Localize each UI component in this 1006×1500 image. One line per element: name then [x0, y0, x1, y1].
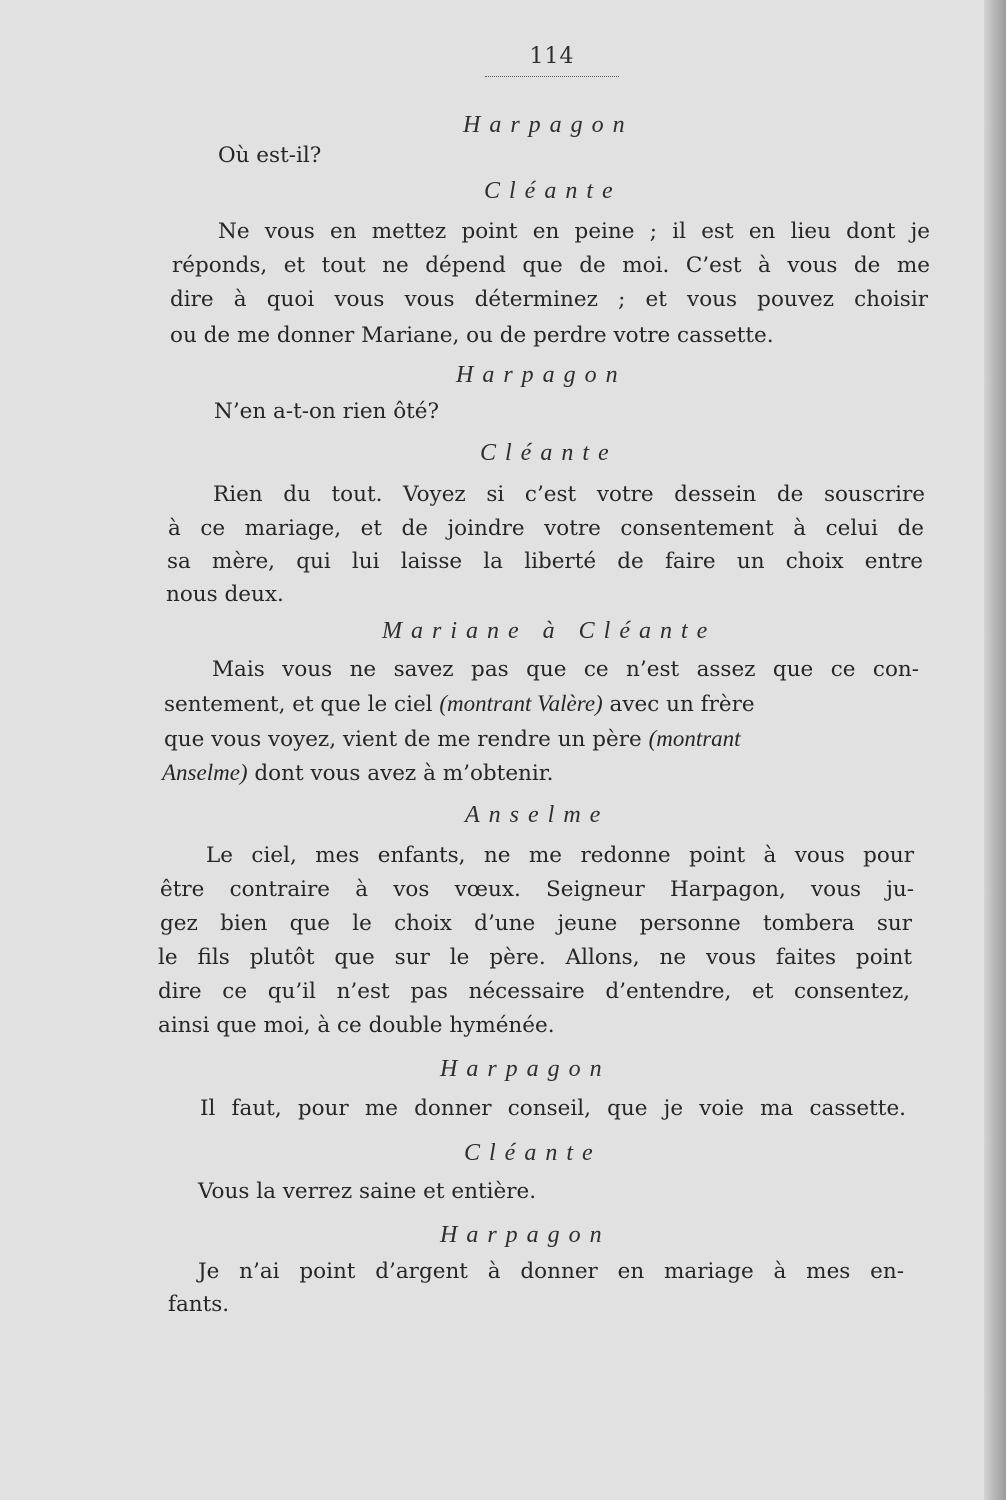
dialogue-line: réponds, et tout ne dépend que de moi. C’est à vous de me — [172, 253, 930, 278]
dialogue-line: Ne vous en mettez point en peine ; il est en lieu dont je — [218, 219, 930, 244]
speaker-heading: Harpagon — [440, 1222, 611, 1248]
dialogue-line: dire à quoi vous vous déterminez ; et vous pouvez choisir — [170, 287, 928, 312]
dialogue-line: ou de me donner Mariane, ou de perdre votre cassette. — [170, 323, 774, 348]
speaker-heading: Cléante — [484, 178, 622, 204]
dialogue-line: fants. — [168, 1292, 230, 1317]
dialogue-line: le fils plutôt que sur le père. Allons, ne vous faites point — [158, 945, 912, 970]
dialogue-line: sentement, et que le ciel (montrant Valère) avec un frère — [164, 691, 755, 717]
dialogue-line: que vous voyez, vient de me rendre un père (montrant — [164, 726, 741, 752]
stage-direction: (montrant Valère) — [439, 691, 603, 716]
dialogue-line: Mais vous ne savez pas que ce n’est assez que ce con- — [212, 657, 919, 682]
dialogue-line: Vous la verrez saine et entière. — [198, 1179, 537, 1204]
stage-direction: (montrant — [648, 726, 741, 751]
speaker-heading: Harpagon — [456, 362, 627, 388]
dialogue-line: ainsi que moi, à ce double hyménée. — [158, 1013, 555, 1038]
speaker-heading: Cléante — [480, 440, 618, 466]
dialogue-line: Le ciel, mes enfants, ne me redonne point à vous pour — [206, 843, 914, 868]
dialogue-line: sa mère, qui lui laisse la liberté de faire un choix entre — [167, 549, 923, 574]
dialogue-line: à ce mariage, et de joindre votre consentement à celui de — [168, 516, 924, 541]
dialogue-line: Il faut, pour me donner conseil, que je voie ma cassette. — [200, 1096, 906, 1121]
speaker-heading: Harpagon — [463, 112, 634, 138]
speaker-heading: Mariane à Cléante — [382, 618, 717, 644]
dialogue-line: Rien du tout. Voyez si c’est votre dessein de souscrire — [213, 482, 925, 507]
dialogue-line: Anselme) dont vous avez à m’obtenir. — [162, 760, 554, 786]
page-edge-shadow — [984, 0, 1006, 1500]
page-number: 114 — [529, 44, 575, 69]
dialogue-line: dire ce qu’il n’est pas nécessaire d’entendre, et consentez, — [158, 979, 910, 1004]
dialogue-line: gez bien que le choix d’une jeune personne tombera sur — [160, 911, 912, 936]
speaker-heading: Cléante — [464, 1140, 602, 1166]
stage-direction: Anselme) — [162, 760, 248, 785]
speaker-heading: Harpagon — [440, 1056, 611, 1082]
dialogue-line: nous deux. — [166, 582, 284, 607]
page-number-rule — [485, 76, 619, 77]
dialogue-line: être contraire à vos vœux. Seigneur Harpagon, vous ju- — [160, 877, 914, 902]
dialogue-line: Je n’ai point d’argent à donner en mariage à mes en- — [198, 1259, 904, 1284]
dialogue-line: Où est-il? — [218, 143, 322, 168]
speaker-heading: Anselme — [465, 802, 610, 828]
dialogue-line: N’en a-t-on rien ôté? — [214, 399, 440, 424]
